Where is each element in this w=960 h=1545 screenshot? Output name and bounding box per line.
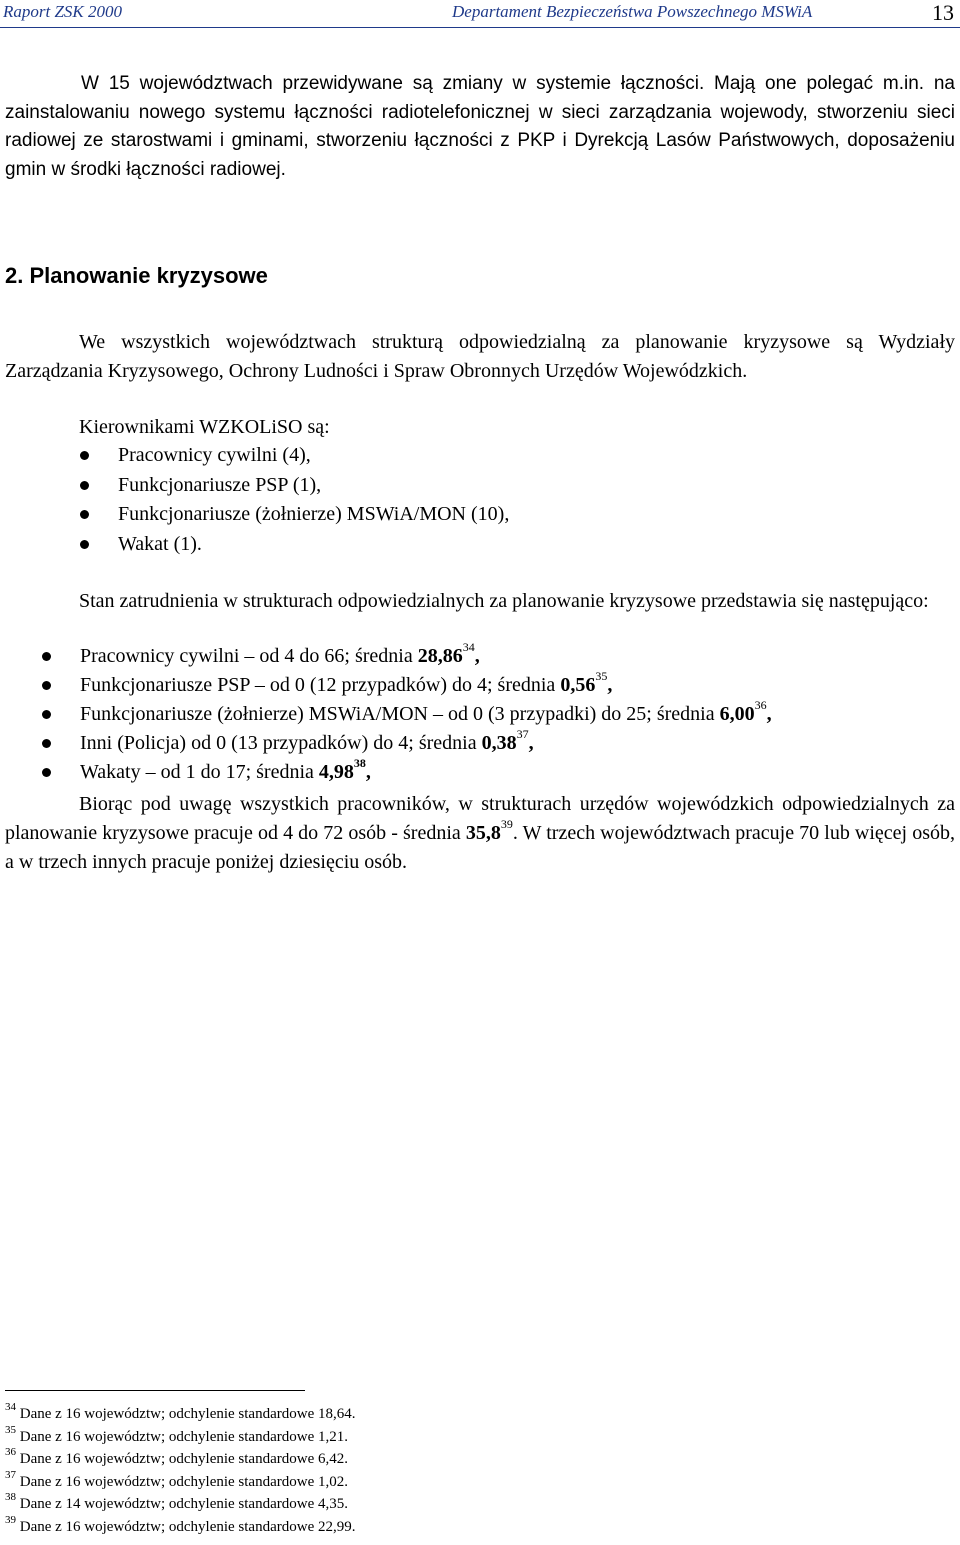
- footnote-separator: [5, 1390, 305, 1391]
- header-rule: [0, 27, 960, 28]
- list-item: [118, 530, 509, 560]
- bullet-icon: [80, 510, 89, 519]
- list-item: [118, 471, 509, 501]
- footnote-ref: 38: [353, 756, 366, 771]
- bullet-icon: [42, 739, 51, 748]
- header-department: Departament Bezpieczeństwa Powszechnego MSWiA: [452, 2, 813, 21]
- bullet-icon: [42, 652, 51, 661]
- summary-text: Biorąc pod uwagę wszystkich pracowników, w strukturach urzędów wojewódzkich odpowiedzialnych za planowanie kryzysowe pracuje od 4 do 72 osób - średnia: [5, 793, 955, 844]
- bullet-icon: [42, 681, 51, 690]
- page-header: [0, 0, 960, 30]
- footnote-ref: 37: [516, 727, 529, 742]
- footnote-number: 34: [5, 1401, 16, 1413]
- section-intro-text: We wszystkich województwach strukturą odpowiedzialną za planowanie kryzysowe są Wydziały Zarządzania Kryzysowego, Ochrony Ludności i Spraw Obronnych Urzędów Wojewódzkich.: [5, 331, 955, 382]
- header-report-title: Raport ZSK 2000: [3, 2, 123, 21]
- page-number: 13: [932, 0, 954, 25]
- list-item-tail: ,: [766, 703, 772, 725]
- paragraph-communication: [5, 70, 955, 184]
- footnote: [5, 1468, 705, 1494]
- summary-average-value: 35,8: [465, 821, 501, 844]
- footnote: [5, 1493, 705, 1516]
- footnote: [5, 1513, 705, 1539]
- footnote-text: Dane z 14 województw; odchylenie standardowe 4,35.: [19, 1496, 348, 1512]
- list-item-tail: ,: [474, 645, 480, 667]
- bullet-icon: [80, 540, 89, 549]
- average-value: 28,86: [417, 645, 463, 667]
- footnote-ref: 36: [754, 698, 767, 713]
- list-item: [118, 500, 509, 530]
- average-value: 6,00: [719, 703, 755, 725]
- list-item-text: Pracownicy cywilni (4),: [118, 444, 311, 466]
- list-item-text: Funkcjonariusze (żołnierze) MSWiA/MON – od 0 (3 przypadki) do 25; średnia: [80, 703, 720, 725]
- list-item: [80, 642, 772, 671]
- footnote-number: 35: [5, 1423, 16, 1436]
- list-item: [80, 758, 772, 787]
- list-item-tail: ,: [365, 761, 371, 783]
- footnotes: [5, 1403, 705, 1538]
- bullet-icon: [42, 768, 51, 777]
- footnote-number: 37: [5, 1468, 16, 1481]
- list-item-text: Wakat (1).: [118, 532, 202, 555]
- footnote: [5, 1423, 705, 1449]
- footnote-number: 38: [5, 1491, 16, 1503]
- average-value: 4,98: [318, 761, 354, 783]
- staffing-summary: [5, 790, 955, 876]
- summary-text-end: . W trzech województwach pracuje 70 lub więcej osób, a w trzech innych pracuje poniżej dziesięciu osób.: [5, 821, 956, 873]
- list-item-tail: ,: [607, 674, 613, 696]
- list-item-text: Inni (Policja) od 0 (13 przypadków) do 4; średnia: [80, 732, 482, 754]
- footnote-ref: 39: [500, 817, 513, 832]
- list-item: [80, 671, 772, 700]
- footnote-text: Dane z 16 województw; odchylenie standardowe 1,21.: [19, 1428, 348, 1445]
- footnote-ref: 34: [462, 640, 475, 655]
- bullet-icon: [42, 710, 51, 719]
- bullet-icon: [80, 481, 89, 490]
- footnote-number: 36: [5, 1446, 16, 1458]
- bullet-icon: [80, 451, 89, 460]
- staffing-list: [80, 642, 772, 787]
- footnote-text: Dane z 16 województw; odchylenie standardowe 6,42.: [19, 1451, 348, 1467]
- footnote-text: Dane z 16 województw; odchylenie standardowe 18,64.: [19, 1406, 356, 1422]
- list-item: [80, 729, 772, 758]
- section-intro: [5, 328, 955, 386]
- managers-intro: Kierownikami WZKOLiSO są:: [79, 416, 330, 438]
- managers-list: [118, 441, 509, 559]
- staffing-intro: [5, 587, 955, 616]
- average-value: 0,38: [481, 732, 517, 754]
- list-item-text: Funkcjonariusze PSP (1),: [118, 473, 322, 496]
- footnote-text: Dane z 16 województw; odchylenie standardowe 1,02.: [19, 1473, 348, 1490]
- paragraph-communication-text: W 15 województwach przewidywane są zmiany w systemie łączności. Mają one polegać m.in. na zainstalowaniu nowego systemu łączności radiotelefonicznej w sieci zarządzania wojewody, stworzeniu sieci radiowej ze starostwami i gminami, stworzeniu łączności z PKP i Dyrekcją Lasów Państwowych, doposażeniu gmin w środki łączności radiowej.: [5, 73, 955, 180]
- list-item-text: Funkcjonariusze PSP – od 0 (12 przypadków) do 4; średnia: [80, 674, 561, 696]
- footnote-number: 39: [5, 1513, 16, 1526]
- footnote: [5, 1448, 705, 1471]
- footnote-text: Dane z 16 województw; odchylenie standardowe 22,99.: [19, 1518, 356, 1535]
- staffing-intro-text: Stan zatrudnienia w strukturach odpowiedzialnych za planowanie kryzysowe przedstawia się następująco:: [79, 590, 929, 612]
- list-item-text: Pracownicy cywilni – od 4 do 66; średnia: [80, 645, 418, 667]
- footnote-ref: 35: [595, 669, 608, 684]
- list-item: [118, 441, 509, 471]
- average-value: 0,56: [560, 674, 596, 696]
- footnote: [5, 1403, 705, 1426]
- list-item: [80, 700, 772, 729]
- list-item-text: Funkcjonariusze (żołnierze) MSWiA/MON (10),: [118, 503, 510, 525]
- list-item-text: Wakaty – od 1 do 17; średnia: [80, 761, 319, 783]
- section-heading: 2. Planowanie kryzysowe: [5, 263, 268, 288]
- list-item-tail: ,: [528, 732, 534, 754]
